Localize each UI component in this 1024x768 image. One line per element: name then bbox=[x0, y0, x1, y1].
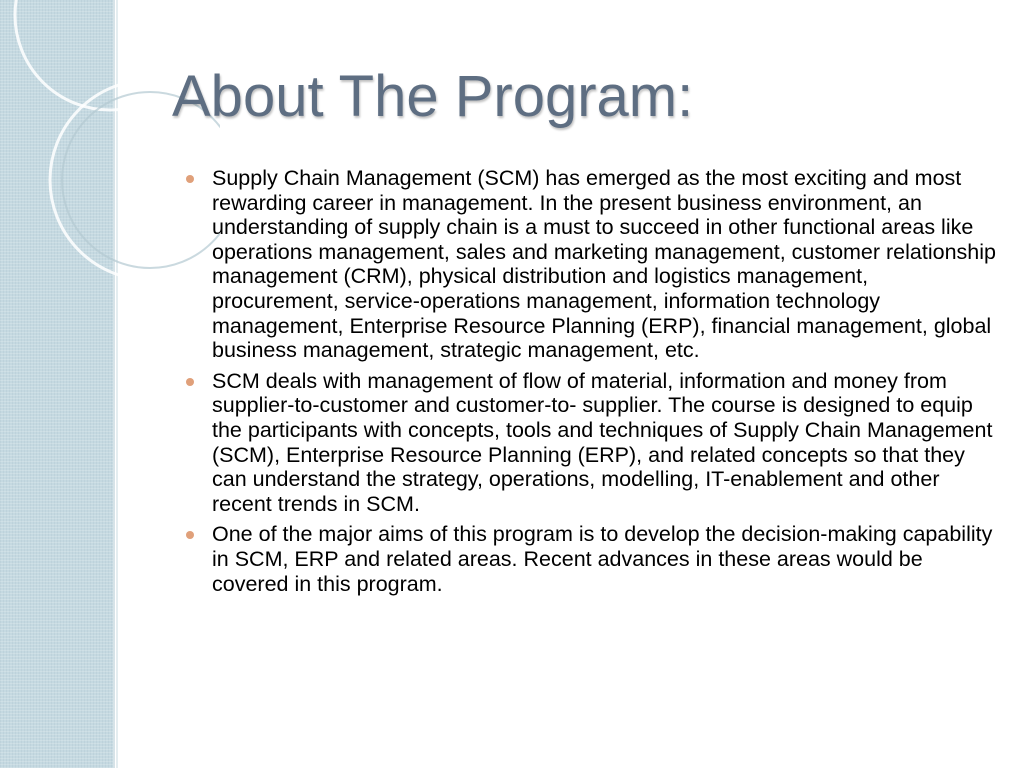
bullet-marker-icon bbox=[186, 531, 194, 539]
bullet-list bbox=[186, 166, 996, 602]
bullet-marker-icon bbox=[186, 378, 194, 386]
list-item bbox=[186, 166, 996, 363]
bullet-marker-icon bbox=[186, 175, 194, 183]
bullet-text: Supply Chain Management (SCM) has emerged as the most exciting and most rewarding career in management. In the present business environment, an understanding of supply chain is a must to succeed in other functional areas like operations management, sales and marketing management, customer relationship management (CRM), physical distribution and logistics management, procurement, service-operations management, information technology management, Enterprise Resource Planning (ERP), financial management, global business management, strategic management, etc. bbox=[212, 166, 996, 363]
bullet-text: SCM deals with management of flow of material, information and money from supplier-to-customer and customer-to- supplier. The course is designed to equip the participants with concepts, tools and techniques of Supply Chain Management (SCM), Enterprise Resource Planning (ERP), and related concepts so that they can understand the strategy, operations, modelling, IT-enablement and other recent trends in SCM. bbox=[212, 368, 993, 516]
slide-title: About The Program: bbox=[172, 64, 694, 129]
list-item bbox=[186, 369, 996, 517]
bullet-text: One of the major aims of this program is to develop the decision-making capability in SCM, ERP and related areas. Recent advances in these areas would be covered in this program. bbox=[212, 522, 993, 596]
list-item bbox=[186, 522, 996, 596]
